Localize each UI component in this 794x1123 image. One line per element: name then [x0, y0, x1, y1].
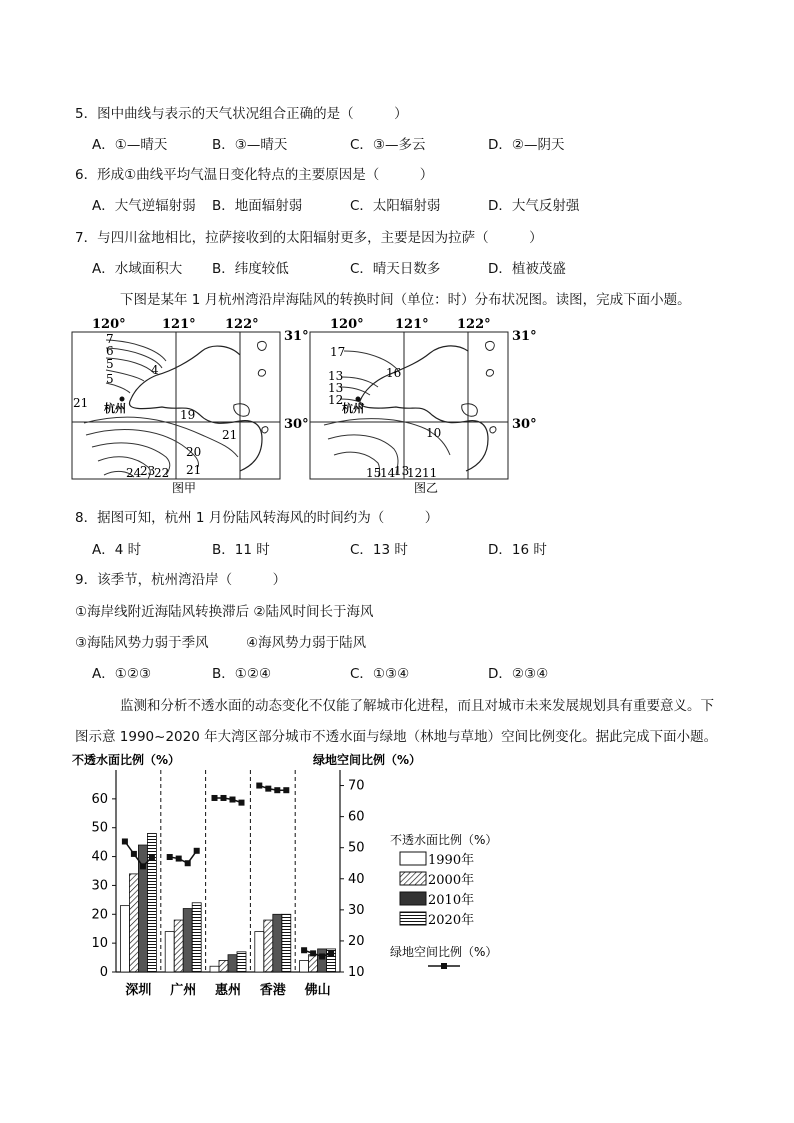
map-yi-lon-121: 121°: [395, 317, 429, 332]
chart-category-label: 惠州: [214, 983, 242, 998]
q9-option-d[interactable]: D．②③④: [488, 666, 549, 682]
map-jia-contour-21-east: 21: [222, 428, 238, 442]
map-jia-contour-20: 20: [186, 445, 202, 459]
map-jia-contour-4: 4: [151, 363, 159, 377]
chart-y2-tick-label: 70: [348, 778, 365, 794]
map-jia-contour-5a: 5: [106, 357, 114, 371]
q5-option-d[interactable]: D．②—阴天: [488, 137, 565, 153]
chart-green-point: [221, 795, 227, 801]
chart-y2-tick-label: 10: [348, 965, 365, 980]
chart-green-point: [167, 854, 173, 860]
chart-green-point: [230, 797, 236, 803]
map-yi-contour-11: 11: [422, 466, 438, 480]
chart-bar: [174, 920, 183, 972]
map-yi-contour-17: 17: [330, 345, 346, 359]
q6-stem: 6．形成①曲线平均气温日变化特点的主要原因是（ ）: [75, 167, 434, 183]
map-yi-city-hangzhou: 杭州: [342, 402, 364, 415]
map-jia-contour-6: 6: [106, 344, 114, 358]
chart-bar: [282, 914, 291, 972]
q9-statements-2: ③海陆风势力弱于季风: [75, 635, 209, 651]
map-jia-contour-24: 24: [126, 466, 142, 480]
map-jia-lon-121: 121°: [162, 317, 196, 332]
chart-bar: [237, 952, 246, 972]
chart-bar: [300, 960, 309, 972]
chart-bar: [210, 966, 219, 972]
map-yi-contour-10: 10: [426, 426, 442, 440]
q9-statements-3: ④海风势力弱于陆风: [246, 635, 367, 651]
map-jia-lon-122: 122°: [225, 317, 259, 332]
chart-bar: [183, 909, 192, 972]
q9-statements-1: ①海岸线附近海陆风转换滞后 ②陆风时间长于海风: [75, 604, 374, 620]
map-yi-contour-16: 16: [386, 366, 402, 380]
map-jia-contour-19: 19: [180, 408, 196, 422]
chart-green-point: [256, 783, 262, 789]
map-yi-contour-14: 14: [380, 466, 396, 480]
map-yi-contour-13c: 13: [394, 464, 410, 478]
legend-label-1990: 1990年: [428, 853, 475, 868]
chart-y2-tick-label: 60: [348, 809, 365, 825]
legend-label-2020: 2020年: [428, 913, 475, 928]
chart-bar: [129, 874, 138, 972]
legend-swatch-2010: [400, 892, 426, 905]
q7-option-c[interactable]: C．晴天日数多: [350, 261, 441, 277]
legend-swatch-2020: [400, 912, 426, 925]
chart-bar: [264, 920, 273, 972]
chart-green-point: [185, 860, 191, 866]
chart-category-label: 香港: [259, 983, 286, 998]
map-yi-contour-13a: 13: [328, 369, 344, 383]
chart-green-point: [194, 848, 200, 854]
chart-y-tick-label: 20: [91, 907, 108, 923]
chart-green-point: [212, 795, 218, 801]
map-jia-contour-22: 22: [154, 466, 170, 480]
legend-swatch-2000: [400, 872, 426, 885]
chart-green-point: [310, 950, 316, 956]
map-jia-lon-120: 120°: [92, 317, 126, 332]
map-jia-city-hangzhou: 杭州: [104, 402, 126, 415]
intro-paragraph-2-line-2: 图示意 1990~2020 年大湾区部分城市不透水面与绿地（林地与草地）空间比例变化。据此完成下面小题。: [75, 729, 718, 745]
map-yi-lat-31: 31°: [512, 329, 537, 344]
q7-option-b[interactable]: B．纬度较低: [212, 261, 289, 277]
chart-green-point: [274, 787, 280, 793]
chart-y-tick-label: 50: [91, 820, 108, 836]
q9-option-a[interactable]: A．①②③: [92, 666, 152, 682]
chart-y-axis-title: 不透水面比例（%）: [72, 753, 181, 767]
q7-option-d[interactable]: D．植被茂盛: [488, 261, 566, 277]
map-yi-lon-120: 120°: [330, 317, 364, 332]
chart-y-tick-label: 30: [91, 878, 108, 894]
legend-line-marker: [441, 963, 447, 969]
chart-category-label: 佛山: [304, 983, 331, 998]
chart-bar: [255, 932, 264, 972]
q9-option-b[interactable]: B．①②④: [212, 666, 272, 682]
q8-option-d[interactable]: D．16 时: [488, 542, 547, 558]
map-jia-contour-21-south: 21: [186, 463, 202, 477]
q8-stem: 8．据图可知，杭州 1 月份陆风转海风的时间约为（ ）: [75, 510, 439, 526]
q7-stem: 7．与四川盆地相比，拉萨接收到的太阳辐射更多，主要是因为拉萨（ ）: [75, 230, 543, 246]
chart-category-label: 广州: [170, 983, 197, 998]
q5-option-a[interactable]: A．①—晴天: [92, 137, 168, 153]
chart-green-point: [265, 786, 271, 792]
chart-bar: [318, 949, 327, 972]
chart-bar: [228, 955, 237, 972]
chart-legend: [390, 830, 530, 970]
q9-stem: 9．该季节，杭州湾沿岸（ ）: [75, 572, 287, 588]
map-yi-contour-12b: 12: [407, 466, 423, 480]
legend-line-label: 绿地空间比例（%）: [390, 945, 498, 959]
chart-y2-tick-label: 40: [348, 871, 365, 887]
chart-green-point: [140, 863, 146, 869]
intro-paragraph-1: 下图是某年 1 月杭州湾沿岸海陆风的转换时间（单位：时）分布状况图。读图，完成下面小题。: [120, 292, 691, 308]
chart-bar: [309, 955, 318, 972]
q8-option-a[interactable]: A．4 时: [92, 542, 142, 558]
map-yi-caption: 图乙: [414, 481, 439, 495]
q8-option-c[interactable]: C．13 时: [350, 542, 408, 558]
q5-stem: 5．图中曲线与表示的天气状况组合正确的是（ ）: [75, 106, 408, 122]
map-jia: [62, 315, 309, 498]
map-jia-contour-23: 23: [140, 464, 156, 478]
legend-label-2000: 2000年: [428, 873, 475, 888]
chart-green-line: [170, 851, 197, 863]
map-jia-contour-7: 7: [106, 332, 114, 346]
q7-option-a[interactable]: A．水域面积大: [92, 261, 183, 277]
map-jia-contour-5b: 5: [106, 372, 114, 386]
chart-bar: [192, 903, 201, 972]
q5-option-c[interactable]: C．③—多云: [350, 137, 426, 153]
chart-bar: [273, 914, 282, 972]
q8-option-b[interactable]: B．11 时: [212, 542, 270, 558]
q6-option-c[interactable]: C．太阳辐射弱: [350, 198, 441, 214]
chart-green-point: [122, 838, 128, 844]
chart-bar: [165, 932, 174, 972]
chart-green-line: [259, 786, 286, 791]
chart-y2-tick-label: 30: [348, 902, 365, 918]
chart-green-point: [176, 856, 182, 862]
chart-y-tick-label: 40: [91, 849, 108, 865]
legend-label-2010: 2010年: [428, 893, 475, 908]
map-yi-lat-30: 30°: [512, 417, 537, 432]
chart-y2-tick-label: 50: [348, 840, 365, 856]
chart-y2-axis-title: 绿地空间比例（%）: [313, 753, 422, 767]
intro-paragraph-2-line-1: 监测和分析不透水面的动态变化不仅能了解城市化进程，而且对城市未来发展规划具有重要意义。下: [120, 698, 714, 714]
q5-option-b[interactable]: B．③—晴天: [212, 137, 288, 153]
map-yi: [300, 315, 540, 498]
legend-title: 不透水面比例（%）: [390, 833, 498, 847]
q6-option-a[interactable]: A．大气逆辐射弱: [92, 198, 196, 214]
chart-y2-tick-label: 20: [348, 933, 365, 949]
map-yi-contour-13b: 13: [328, 381, 344, 395]
chart-y-tick-label: 10: [91, 936, 108, 952]
map-jia-lat-30: 30°: [284, 417, 309, 432]
chart-category-label: 深圳: [125, 983, 152, 998]
q6-option-b[interactable]: B．地面辐射弱: [212, 198, 303, 214]
chart-green-point: [319, 953, 325, 959]
chart-bar: [120, 906, 129, 972]
chart-green-point: [131, 851, 137, 857]
map-jia-lat-31: 31°: [284, 329, 309, 344]
q9-option-c[interactable]: C．①③④: [350, 666, 410, 682]
chart-green-point: [301, 947, 307, 953]
map-yi-contour-12: 12: [328, 393, 344, 407]
chart-green-point: [149, 854, 155, 860]
map-jia-caption: 图甲: [172, 481, 197, 495]
chart-y-tick-label: 0: [99, 965, 108, 980]
chart-y-tick-label: 60: [91, 791, 108, 807]
chart-bar: [219, 960, 228, 972]
chart-green-point: [239, 800, 245, 806]
map-yi-lon-122: 122°: [457, 317, 491, 332]
map-yi-contour-15: 15: [366, 466, 382, 480]
chart-green-line: [215, 798, 242, 803]
map-jia-contour-21-west: 21: [73, 396, 89, 410]
q6-option-d[interactable]: D．大气反射强: [488, 198, 580, 214]
chart-green-point: [283, 787, 289, 793]
legend-swatch-1990: [400, 852, 426, 865]
chart-green-point: [328, 950, 334, 956]
